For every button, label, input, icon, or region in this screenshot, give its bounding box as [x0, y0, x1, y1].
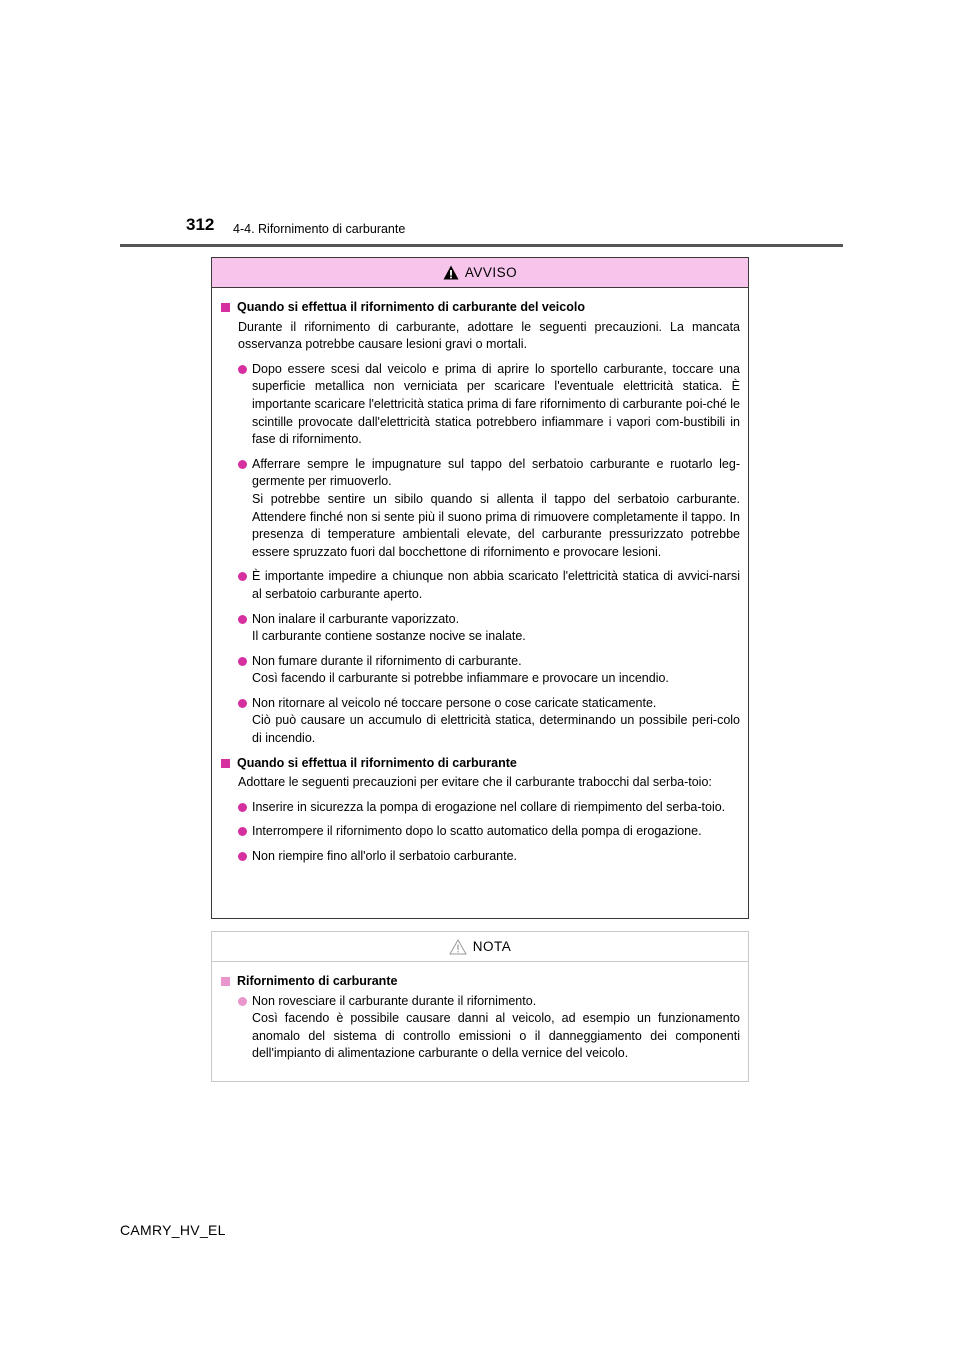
section-intro: Durante il rifornimento di carburante, adottare le seguenti precauzioni. La mancata osservanza potrebbe causare lesioni gravi o mortali.	[238, 319, 740, 352]
paragraph: Afferrare sempre le impugnature sul tappo del serbatoio carburante e ruotarlo leg-germente per rimuoverlo.	[252, 456, 740, 489]
paragraph: Interrompere il rifornimento dopo lo scatto automatico della pompa di erogazione.	[252, 824, 702, 839]
note-section	[221, 973, 740, 1063]
paragraph: Ciò può causare un accumulo di elettricità statica, determinando un possibile peri-colo di incendio.	[252, 713, 740, 746]
bullet-dot-icon	[238, 993, 247, 1063]
bullet-dot-icon	[238, 695, 247, 748]
square-bullet-icon	[221, 299, 231, 317]
warning-section	[221, 299, 740, 748]
note-title: NOTA	[472, 939, 512, 954]
list-item-text	[252, 568, 740, 603]
footer-model-code: CAMRY_HV_EL	[120, 1222, 226, 1238]
list-item	[238, 848, 740, 866]
list-item	[238, 993, 740, 1063]
list-item-text	[252, 799, 740, 817]
list-item-text	[252, 653, 740, 688]
list-item-text	[252, 611, 740, 646]
paragraph: Non fumare durante il rifornimento di carburante.	[252, 653, 522, 668]
caution-triangle-outline-icon	[449, 939, 467, 955]
bullet-dot-icon	[238, 611, 247, 646]
warning-section	[221, 755, 740, 866]
warning-title: AVVISO	[464, 265, 518, 280]
paragraph: Il carburante contiene sostanze nocive se inalate.	[252, 629, 526, 644]
list-item-text	[252, 361, 740, 449]
section-title: 4-4. Rifornimento di carburante	[233, 222, 406, 236]
list-item-text	[252, 993, 740, 1063]
list-item	[238, 456, 740, 562]
paragraph: Inserire in sicurezza la pompa di erogazione nel collare di riempimento del serba-toio.	[252, 799, 726, 814]
list-item-text	[252, 823, 740, 841]
list-item	[238, 568, 740, 603]
paragraph: Non inalare il carburante vaporizzato.	[252, 611, 460, 626]
warning-triangle-icon	[443, 265, 459, 280]
paragraph: È importante impedire a chiunque non abbia scaricato l'elettricità statica di avvici-narsi al serbatoio carburante aperto.	[252, 569, 740, 601]
paragraph: Non riempire fino all'orlo il serbatoio carburante.	[252, 849, 518, 864]
paragraph: Dopo essere scesi dal veicolo e prima di aprire lo sportello carburante, toccare una superficie metallica non verniciata per scaricare l'eventuale elettricità statica. È importante scaricare l'elettricità statica prima di fare rifornimento di carburante poi-ché le scintille provocate dall'elettricità statica potrebbero infiammare i vapori com-bustibili in fase di rifornimento.	[252, 361, 741, 447]
bullet-dot-icon	[238, 568, 247, 603]
paragraph: Non rovesciare il carburante durante il rifornimento.	[252, 993, 537, 1008]
list-item	[238, 823, 740, 841]
section-heading	[221, 299, 740, 317]
section-heading	[221, 973, 740, 991]
bullet-dot-icon	[238, 456, 247, 562]
note-content	[212, 962, 748, 1063]
list-item-text	[252, 695, 740, 748]
section-heading-text: Rifornimento di carburante	[237, 974, 398, 988]
section-heading-text: Quando si effettua il rifornimento di carburante	[237, 755, 517, 770]
bullet-dot-icon	[238, 848, 247, 866]
bullet-dot-icon	[238, 823, 247, 841]
page-number: 312	[186, 215, 215, 234]
list-item-text	[252, 456, 740, 562]
note-box	[211, 931, 749, 1082]
section-heading-text: Quando si effettua il rifornimento di carburante del veicolo	[237, 300, 585, 314]
list-item	[238, 611, 740, 646]
paragraph: Così facendo è possibile causare danni al veicolo, ad esempio un funzionamento anomalo del sistema di controllo emissioni o il danneggiamento dei componenti dell'impianto di alimentazione carburante o della vernice del veicolo.	[252, 1011, 740, 1061]
header-rule	[120, 244, 843, 247]
section-intro: Adottare le seguenti precauzioni per evitare che il carburante trabocchi dal serba-toio:	[238, 775, 712, 790]
bullet-dot-icon	[238, 653, 247, 688]
list-item	[238, 799, 740, 817]
list-item	[238, 361, 740, 449]
paragraph: Si potrebbe sentire un sibilo quando si allenta il tappo del serbatoio carburante. Attendere finché non si sente più il suono prima di rimuovere completamente il tappo. In presenza di temperature ambientali elevate, del carburante pressurizzato potrebbe essere spruzzato fuori dal bocchettone di rifornimento e provocare lesioni.	[252, 491, 740, 559]
bullet-dot-icon	[238, 799, 247, 817]
bullet-dot-icon	[238, 361, 247, 449]
section-heading	[221, 755, 740, 773]
list-item-text	[252, 848, 740, 866]
warning-box-header	[212, 258, 748, 288]
note-box-header	[212, 932, 748, 962]
paragraph: Così facendo il carburante si potrebbe infiammare e provocare un incendio.	[252, 671, 669, 686]
list-item	[238, 653, 740, 688]
warning-box	[211, 257, 749, 919]
list-item	[238, 695, 740, 748]
square-bullet-icon	[221, 973, 231, 991]
warning-content	[212, 288, 748, 866]
square-bullet-icon	[221, 755, 231, 773]
paragraph: Non ritornare al veicolo né toccare persone o cose caricate staticamente.	[252, 695, 657, 710]
